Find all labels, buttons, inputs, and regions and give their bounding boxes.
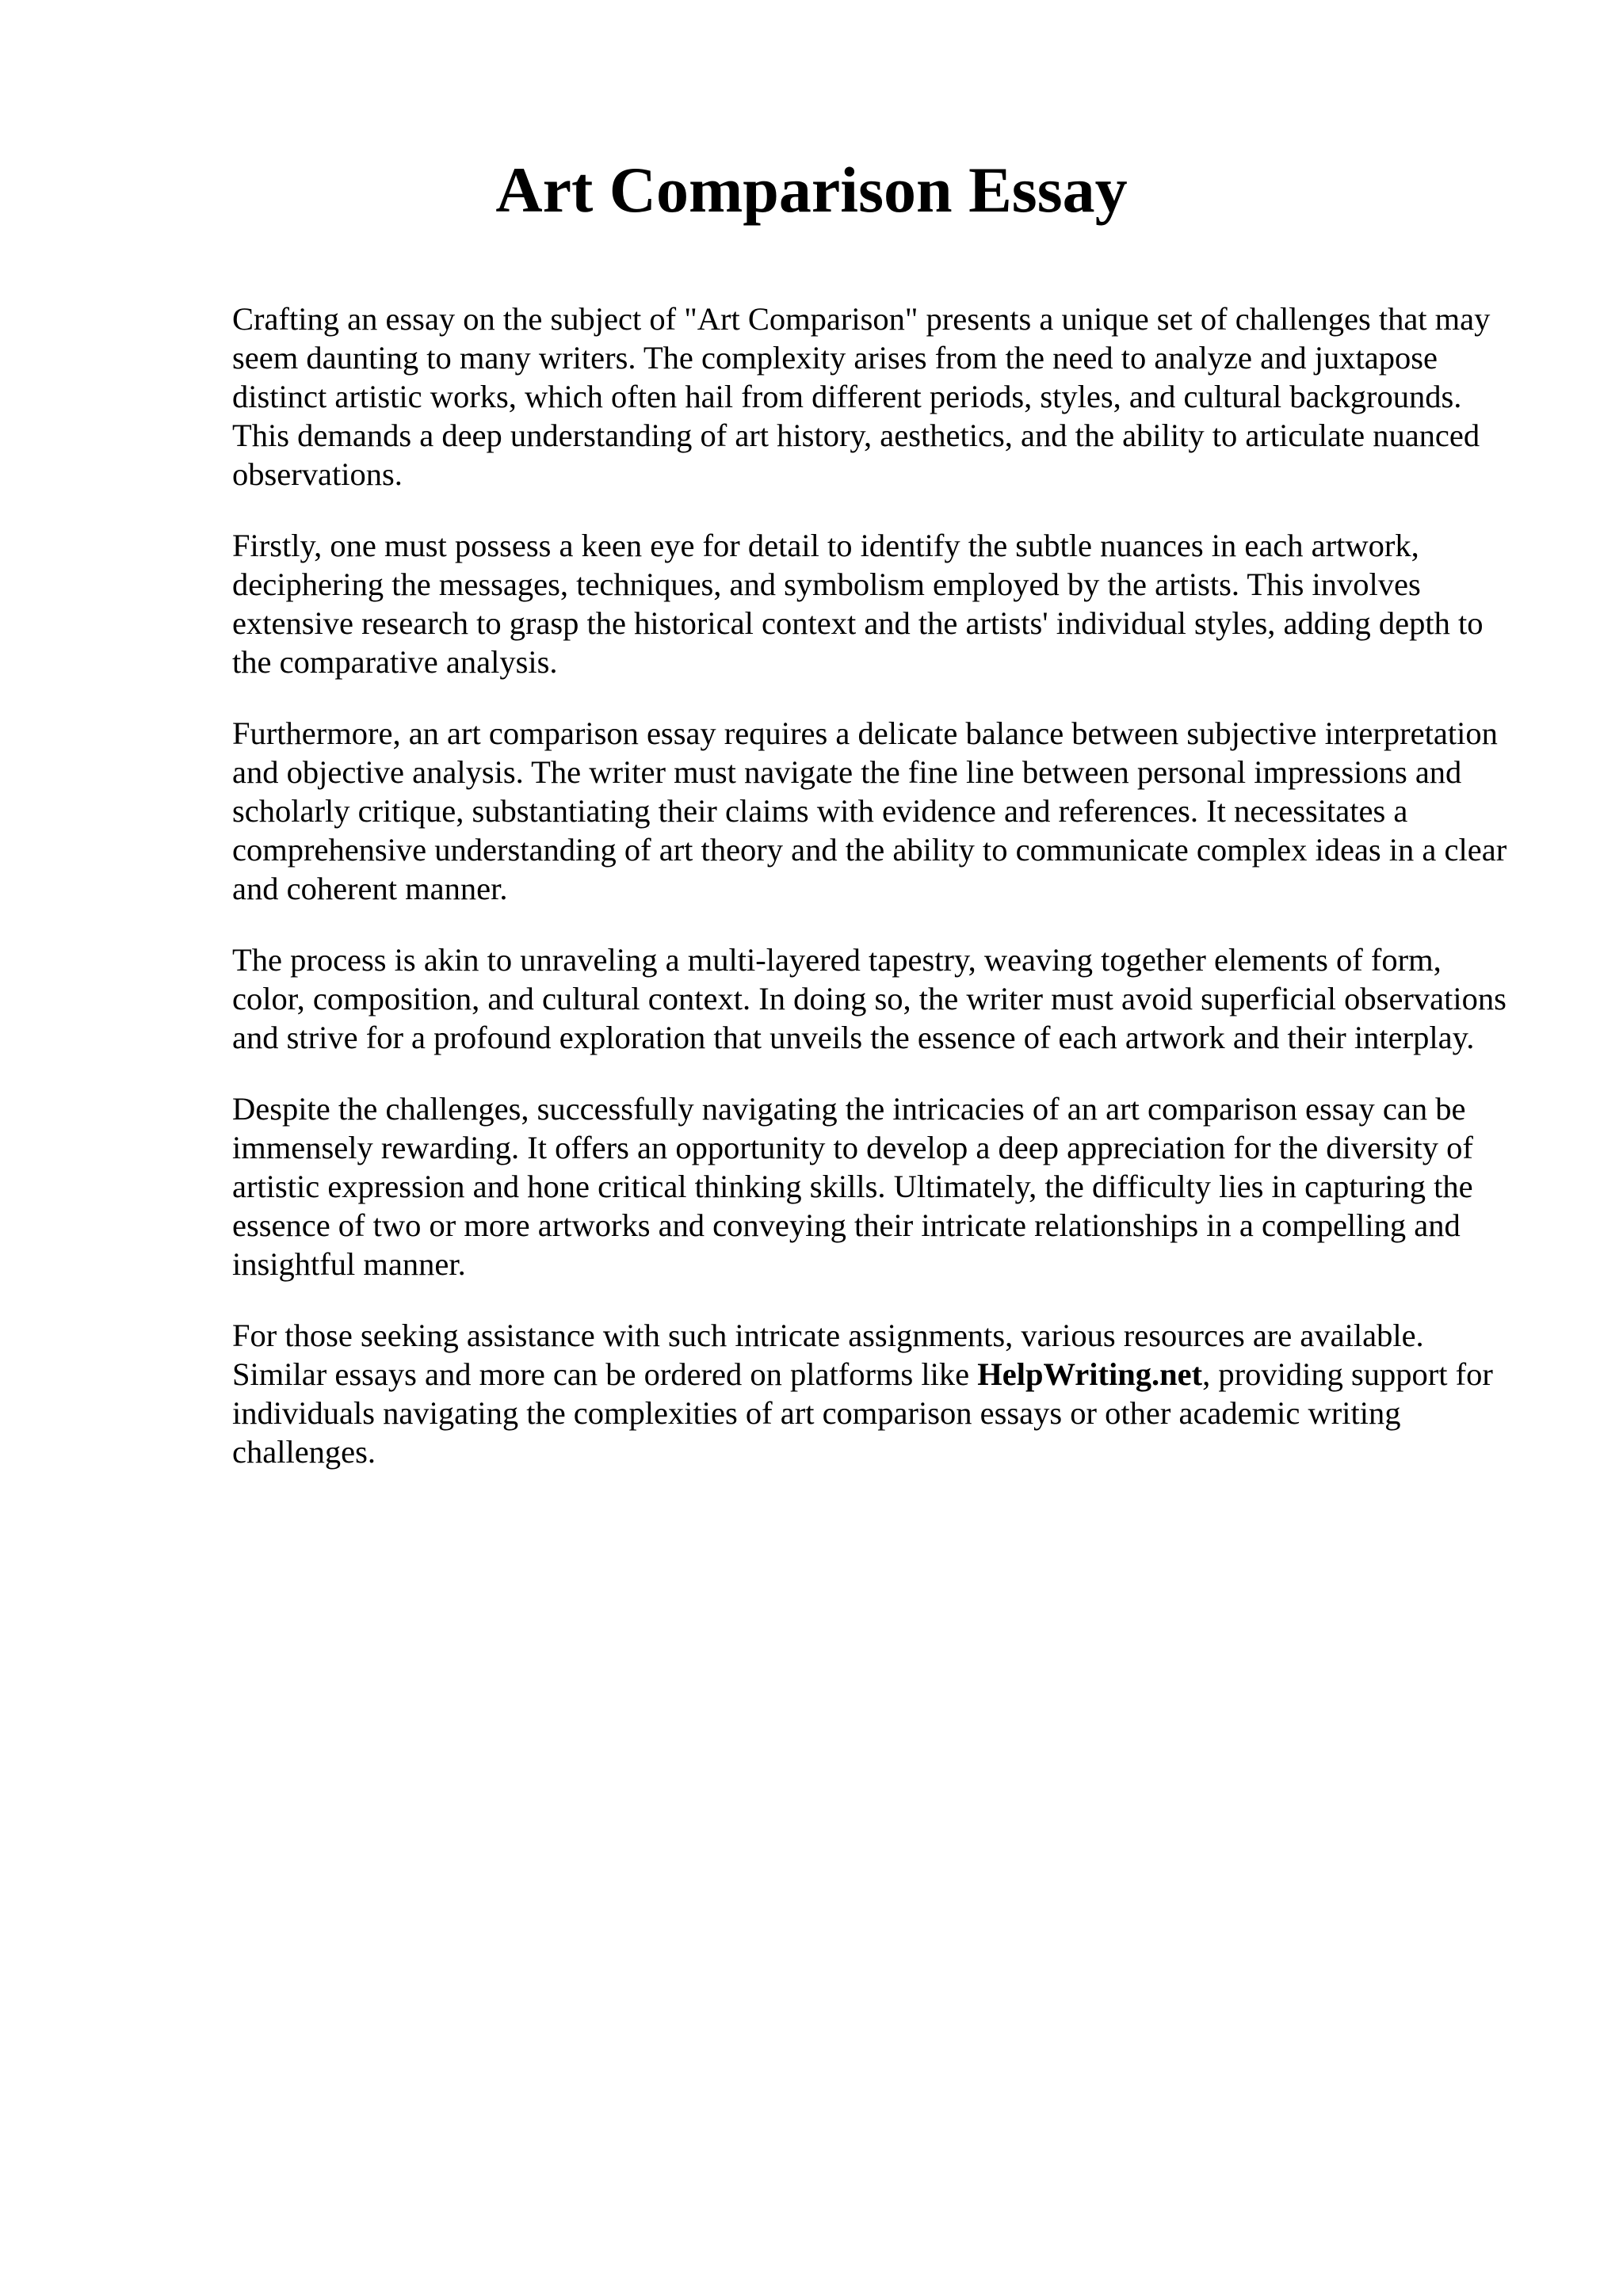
paragraph-3: Furthermore, an art comparison essay requires a delicate balance between subjective interpretation and objective analysis. The writer must navigate the fine line between personal impressions and scholarly critique, substantiating their claims with evidence and references. It necessitates a comprehensive understanding of art theory and the ability to communicate complex ideas in a clear and coherent manner. (232, 715, 1507, 906)
closing-paragraph (232, 1316, 1516, 1471)
closing-text-before: For those seeking assistance with such intricate assignments, various resources are available. Similar essays and more can be ordered on platforms like (232, 1318, 1424, 1392)
paragraph-4: The process is akin to unraveling a multi-layered tapestry, weaving together elements of form, color, composition, and cultural context. In doing so, the writer must avoid superficial observations and strive for a profound exploration that unveils the essence of each artwork and their interplay. (232, 942, 1507, 1055)
helpwriting-link[interactable]: HelpWriting.net (977, 1356, 1203, 1392)
closing-text-after: , providing support for individuals navigating the complexities of art comparison essays or other academic writing challenges. (232, 1356, 1493, 1470)
paragraph-1: Crafting an essay on the subject of "Art Comparison" presents a unique set of challenges that may seem daunting to many writers. The complexity arises from the need to analyze and juxtapose distinct artistic works, which often hail from different periods, styles, and cultural backgrounds. This demands a deep understanding of art history, aesthetics, and the ability to articulate nuanced observations. (232, 301, 1491, 492)
document-title: Art Comparison Essay (495, 154, 1128, 226)
document-body (232, 299, 1516, 1504)
paragraph-2: Firstly, one must possess a keen eye for detail to identify the subtle nuances in each artwork, deciphering the messages, techniques, and symbolism employed by the artists. This involves extensive research to grasp the historical context and the artists' individual styles, adding depth to the comparative analysis. (232, 528, 1484, 680)
paragraph-5: Despite the challenges, successfully navigating the intricacies of an art comparison essay can be immensely rewarding. It offers an opportunity to develop a deep appreciation for the diversity of artistic expression and hone critical thinking skills. Ultimately, the difficulty lies in capturing the essence of two or more artworks and conveying their intricate relationships in a compelling and insightful manner. (232, 1091, 1473, 1282)
